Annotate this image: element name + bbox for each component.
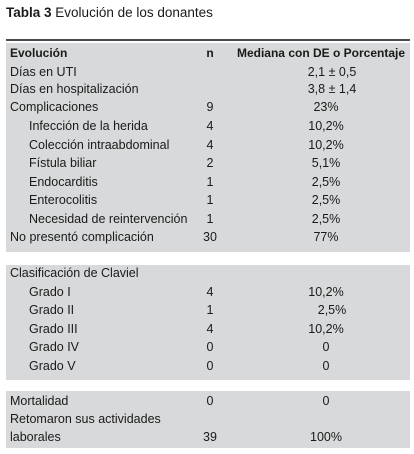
table-row <box>6 154 410 173</box>
row-value: 0 <box>322 340 330 354</box>
row-label: laborales <box>10 430 61 444</box>
row-n: 30 <box>203 230 217 244</box>
row-n: 1 <box>206 193 214 207</box>
row-label: Necesidad de reintervención <box>29 212 188 226</box>
table-row <box>6 191 410 210</box>
table-row <box>6 173 410 192</box>
row-value: 10,2% <box>308 119 344 133</box>
table-row <box>6 428 410 447</box>
row-value: 2,1 ± 0,5 <box>307 65 357 79</box>
row-label: Fístula biliar <box>29 156 97 170</box>
table-row <box>6 320 410 339</box>
row-label: Grado I <box>29 285 71 299</box>
header-evolucion: Evolución <box>10 46 68 60</box>
row-n: 0 <box>206 394 214 408</box>
row-value: 2,5% <box>311 193 341 207</box>
row-n: 39 <box>203 430 217 444</box>
row-n: 2 <box>206 156 214 170</box>
row-label: Clasificación de Claviel <box>10 266 139 280</box>
row-value: 0 <box>322 359 330 373</box>
table-row <box>6 80 410 99</box>
row-label: Endocarditis <box>29 175 98 189</box>
row-label: Grado II <box>29 303 75 317</box>
row-n: 4 <box>206 119 214 133</box>
table-row <box>6 392 410 411</box>
table-row <box>6 301 410 320</box>
table-row <box>6 410 410 429</box>
row-label: No presentó complicación <box>10 230 154 244</box>
row-value: 77% <box>313 230 339 244</box>
table-caption <box>6 5 213 20</box>
row-value: 2,5% <box>317 303 347 317</box>
row-label: Días en hospitalización <box>10 82 139 96</box>
row-n: 4 <box>206 285 214 299</box>
row-value: 10,2% <box>308 285 344 299</box>
row-label: Enterocolitis <box>29 193 98 207</box>
row-value: 10,2% <box>308 322 344 336</box>
row-n: 9 <box>206 100 214 114</box>
row-n: 1 <box>206 175 214 189</box>
row-label: Complicaciones <box>10 100 99 114</box>
top-rule <box>6 39 410 41</box>
table-row <box>6 228 410 247</box>
row-n: 0 <box>206 359 214 373</box>
row-label: Retomaron sus actividades <box>10 412 161 426</box>
table-number: Tabla 3 <box>6 5 52 20</box>
row-n: 1 <box>206 303 214 317</box>
row-label: Infección de la herida <box>29 119 148 133</box>
row-value: 3,8 ± 1,4 <box>307 82 357 96</box>
table-title: Evolución de los donantes <box>55 5 213 20</box>
row-value: 2,5% <box>311 175 341 189</box>
row-label: Grado IV <box>29 340 80 354</box>
row-value: 23% <box>313 100 339 114</box>
row-label: Grado V <box>29 359 76 373</box>
header-n: n <box>206 46 214 60</box>
table-row <box>6 338 410 357</box>
row-value: 2,5% <box>311 212 341 226</box>
table-header <box>6 44 410 63</box>
row-label: Colección intraabdominal <box>29 138 170 152</box>
table-row <box>6 117 410 136</box>
table-row <box>6 136 410 155</box>
header-mediana: Mediana con DE o Porcentaje <box>236 46 406 60</box>
row-label: Grado III <box>29 322 78 336</box>
table-row <box>6 357 410 376</box>
row-value: 5,1% <box>311 156 341 170</box>
table-row <box>6 210 410 229</box>
row-label: Mortalidad <box>10 394 69 408</box>
table-row <box>6 98 410 117</box>
row-value: 10,2% <box>308 138 344 152</box>
row-n: 4 <box>206 138 214 152</box>
table-row <box>6 283 410 302</box>
row-n: 1 <box>206 212 214 226</box>
row-value: 100% <box>310 430 342 444</box>
row-label: Días en UTI <box>10 65 77 79</box>
row-n: 0 <box>206 340 214 354</box>
row-n: 4 <box>206 322 214 336</box>
table-row <box>6 264 410 283</box>
row-value: 0 <box>322 394 330 408</box>
